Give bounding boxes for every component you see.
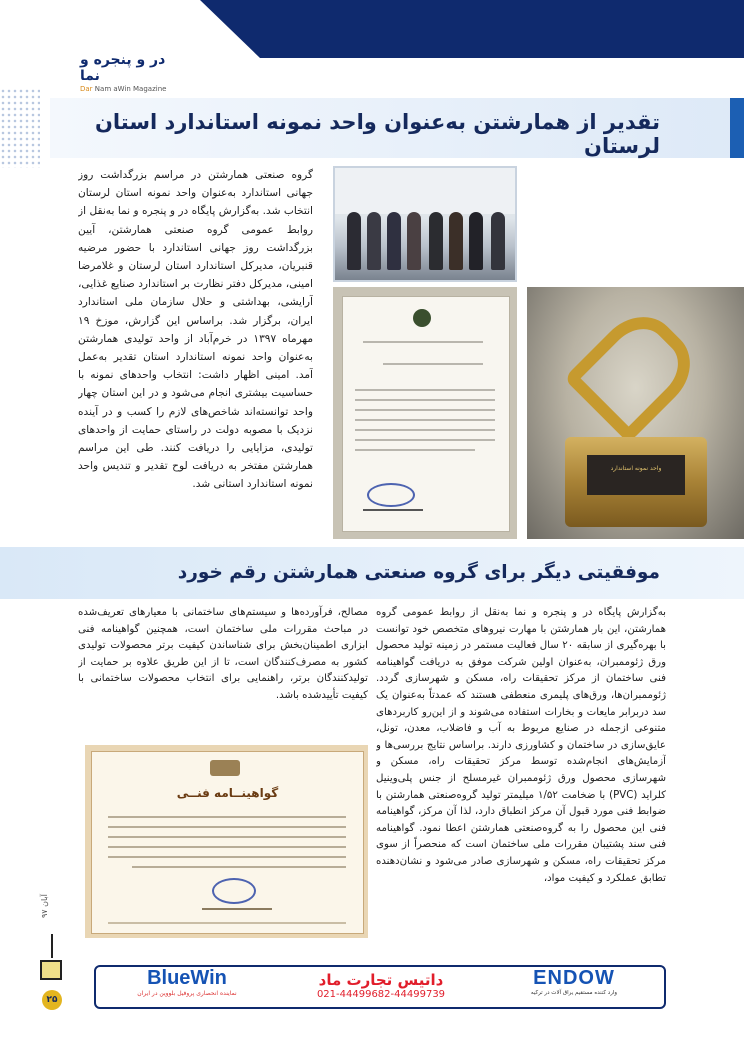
dot-pattern xyxy=(0,88,40,168)
ceremony-photo xyxy=(333,166,517,282)
magazine-logo xyxy=(80,52,190,93)
appreciation-certificate xyxy=(333,287,517,539)
article-body: گروه صنعتی همارشتن در مراسم بزرگداشت روز جهانی استاندارد به‌عنوان واحد نمونه استان لرستان انتخاب شد. به‌گزارش پایگاه در و پنجره و نما به‌نقل از روابط عمومی گروه صنعتی همارشتن، آیین بزرگداشت روز جهانی استاندارد با حضور مرضیه قنبریان، مدیرکل استاندارد استان لرستان و غلامرضا امینی، مدیرکل دفتر نظارت بر استاندارد صنایع غذایی، آرایشی، بهداشتی و حلال سازمان ملی استاندارد ایران، برگزار شد. براساس این گزارش، موزخ ۱۹ مهرماه ۱۳۹۷ در خرم‌آباد از واحد تولیدی همارشتن به‌عنوان واحد نمونه استاندارد استان تقدیر به‌عمل آمد. امینی اظهار داشت: انتخاب واحدهای نمونه با حساسیت بیشتری انجام می‌شود و در این استان چهار واحد توانسته‌اند شاخص‌های لازم را کسب و در آینده نزدیک با مصوبه دولت در راستای حمایت از واحدهای تولیدی، مزایایی را دریافت کنند. طی این مراسم همارشتن مفتخر به دریافت لوح تقدیر و تندیس واحد نمونه استاندارد استانی شد. xyxy=(78,169,313,491)
certificate-title: گواهینــامه فنــی xyxy=(176,786,279,800)
page-number: ۲۵ xyxy=(42,990,62,1010)
article-body: به‌گزارش پایگاه در و پنجره و نما به‌نقل از روابط عمومی گروه همارشتن، این بار همارشتن با مهارت نیروهای متخصص خود توانست با بهره‌گیری از سابقه ۲۰ سال فعالیت مستمر در زمینه تولید محصول ورق ژئوممبران، به‌عنوان اولین شرکت موفق به دریافت گواهینامه فنی ساختمان از مرکز تحقیقات راه، مسکن و شهرسازی گردد. ژئوممبران‌ها، ورق‌های پلیمری منعطفی هستند که عمدتاً به‌عنوان یک سد دربرابر مایعات و بخارات استفاده می‌شوند و از این‌رو کاربردهای متنوعی ازجمله در صنایع مربوط به آب و فاضلاب، معدن، تونل، عایق‌سازی در ساختمان و کشاورزی دارند. براساس نتایج بررسی‌ها و آزمایش‌های انجام‌شده توسط مرکز تحقیقات راه، مسکن و شهرسازی محصول ورق ژئوممبران غیرمسلح از جنس پلی‌وینیل کلراید (PVC) با ضخامت ۱/۵۲ میلیمتر تولید گروه‌صنعتی همارشتن با ضوابط فنی مورد قبول آن مرکز انطباق دارد، لذا آن مرکز، گواهینامه فنی این محصول را به گروه‌صنعتی همارشتن اعطا نمود. گواهینامه فنی سند پشتیبان مقررات ملی ساختمان است که منحصراً از سوی مرکز تحقیقات راه، مسکن و شهرسازی صادر می‌شود و نشان‌دهنده تطابق عملکرد و کیفیت مواد، xyxy=(376,607,666,884)
ad-datis[interactable]: داتیس تجارت ماد 021-44499682-44499739 xyxy=(316,971,446,1000)
trophy-plate: واحد نمونه استاندارد xyxy=(587,455,685,495)
logo-persian: در و پنجره و نما xyxy=(80,52,166,84)
ad-bluewin[interactable]: BlueWin نماینده انحصاری پروفیل بلووین در ایران xyxy=(137,967,237,997)
logo-english: Dar Nam aWin Magazine xyxy=(80,85,167,93)
advertisement-bar xyxy=(94,965,666,1009)
article-title: موفقیتی دیگر برای گروه صنعتی همارشتن رقم خورد xyxy=(177,562,660,583)
technical-certificate xyxy=(85,745,368,938)
article-body-continued: مصالح، فرآورده‌ها و سیستم‌های ساختمانی با معیارهای تعریف‌شده در مباحث مقررات ملی ساختمان است، همچنین گواهینامه فنی ابزاری اطمینان‌بخش برای شناساندن کیفیت برتر محصولات تولیدی کشور به مصرف‌کنندگان است، تا از این طریق علاوه بر حمایت از تولیدکنندگان برتر، راهنمایی برای انتخاب محصولات ساختمانی با کیفیت تأییدشده باشد. xyxy=(78,607,368,701)
trophy-photo xyxy=(527,287,744,539)
article-title: تقدیر از همارشتن به‌عنوان واحد نمونه استاندارد استان لرستان xyxy=(95,110,660,158)
ad-endow[interactable]: ENDOW وارد کننده مستقیم یراق آلات در ترکیه xyxy=(530,967,618,996)
header-band xyxy=(260,0,744,58)
window-icon xyxy=(40,960,62,980)
side-divider xyxy=(51,934,53,958)
issue-month: آبان ۹۷ xyxy=(40,894,49,918)
